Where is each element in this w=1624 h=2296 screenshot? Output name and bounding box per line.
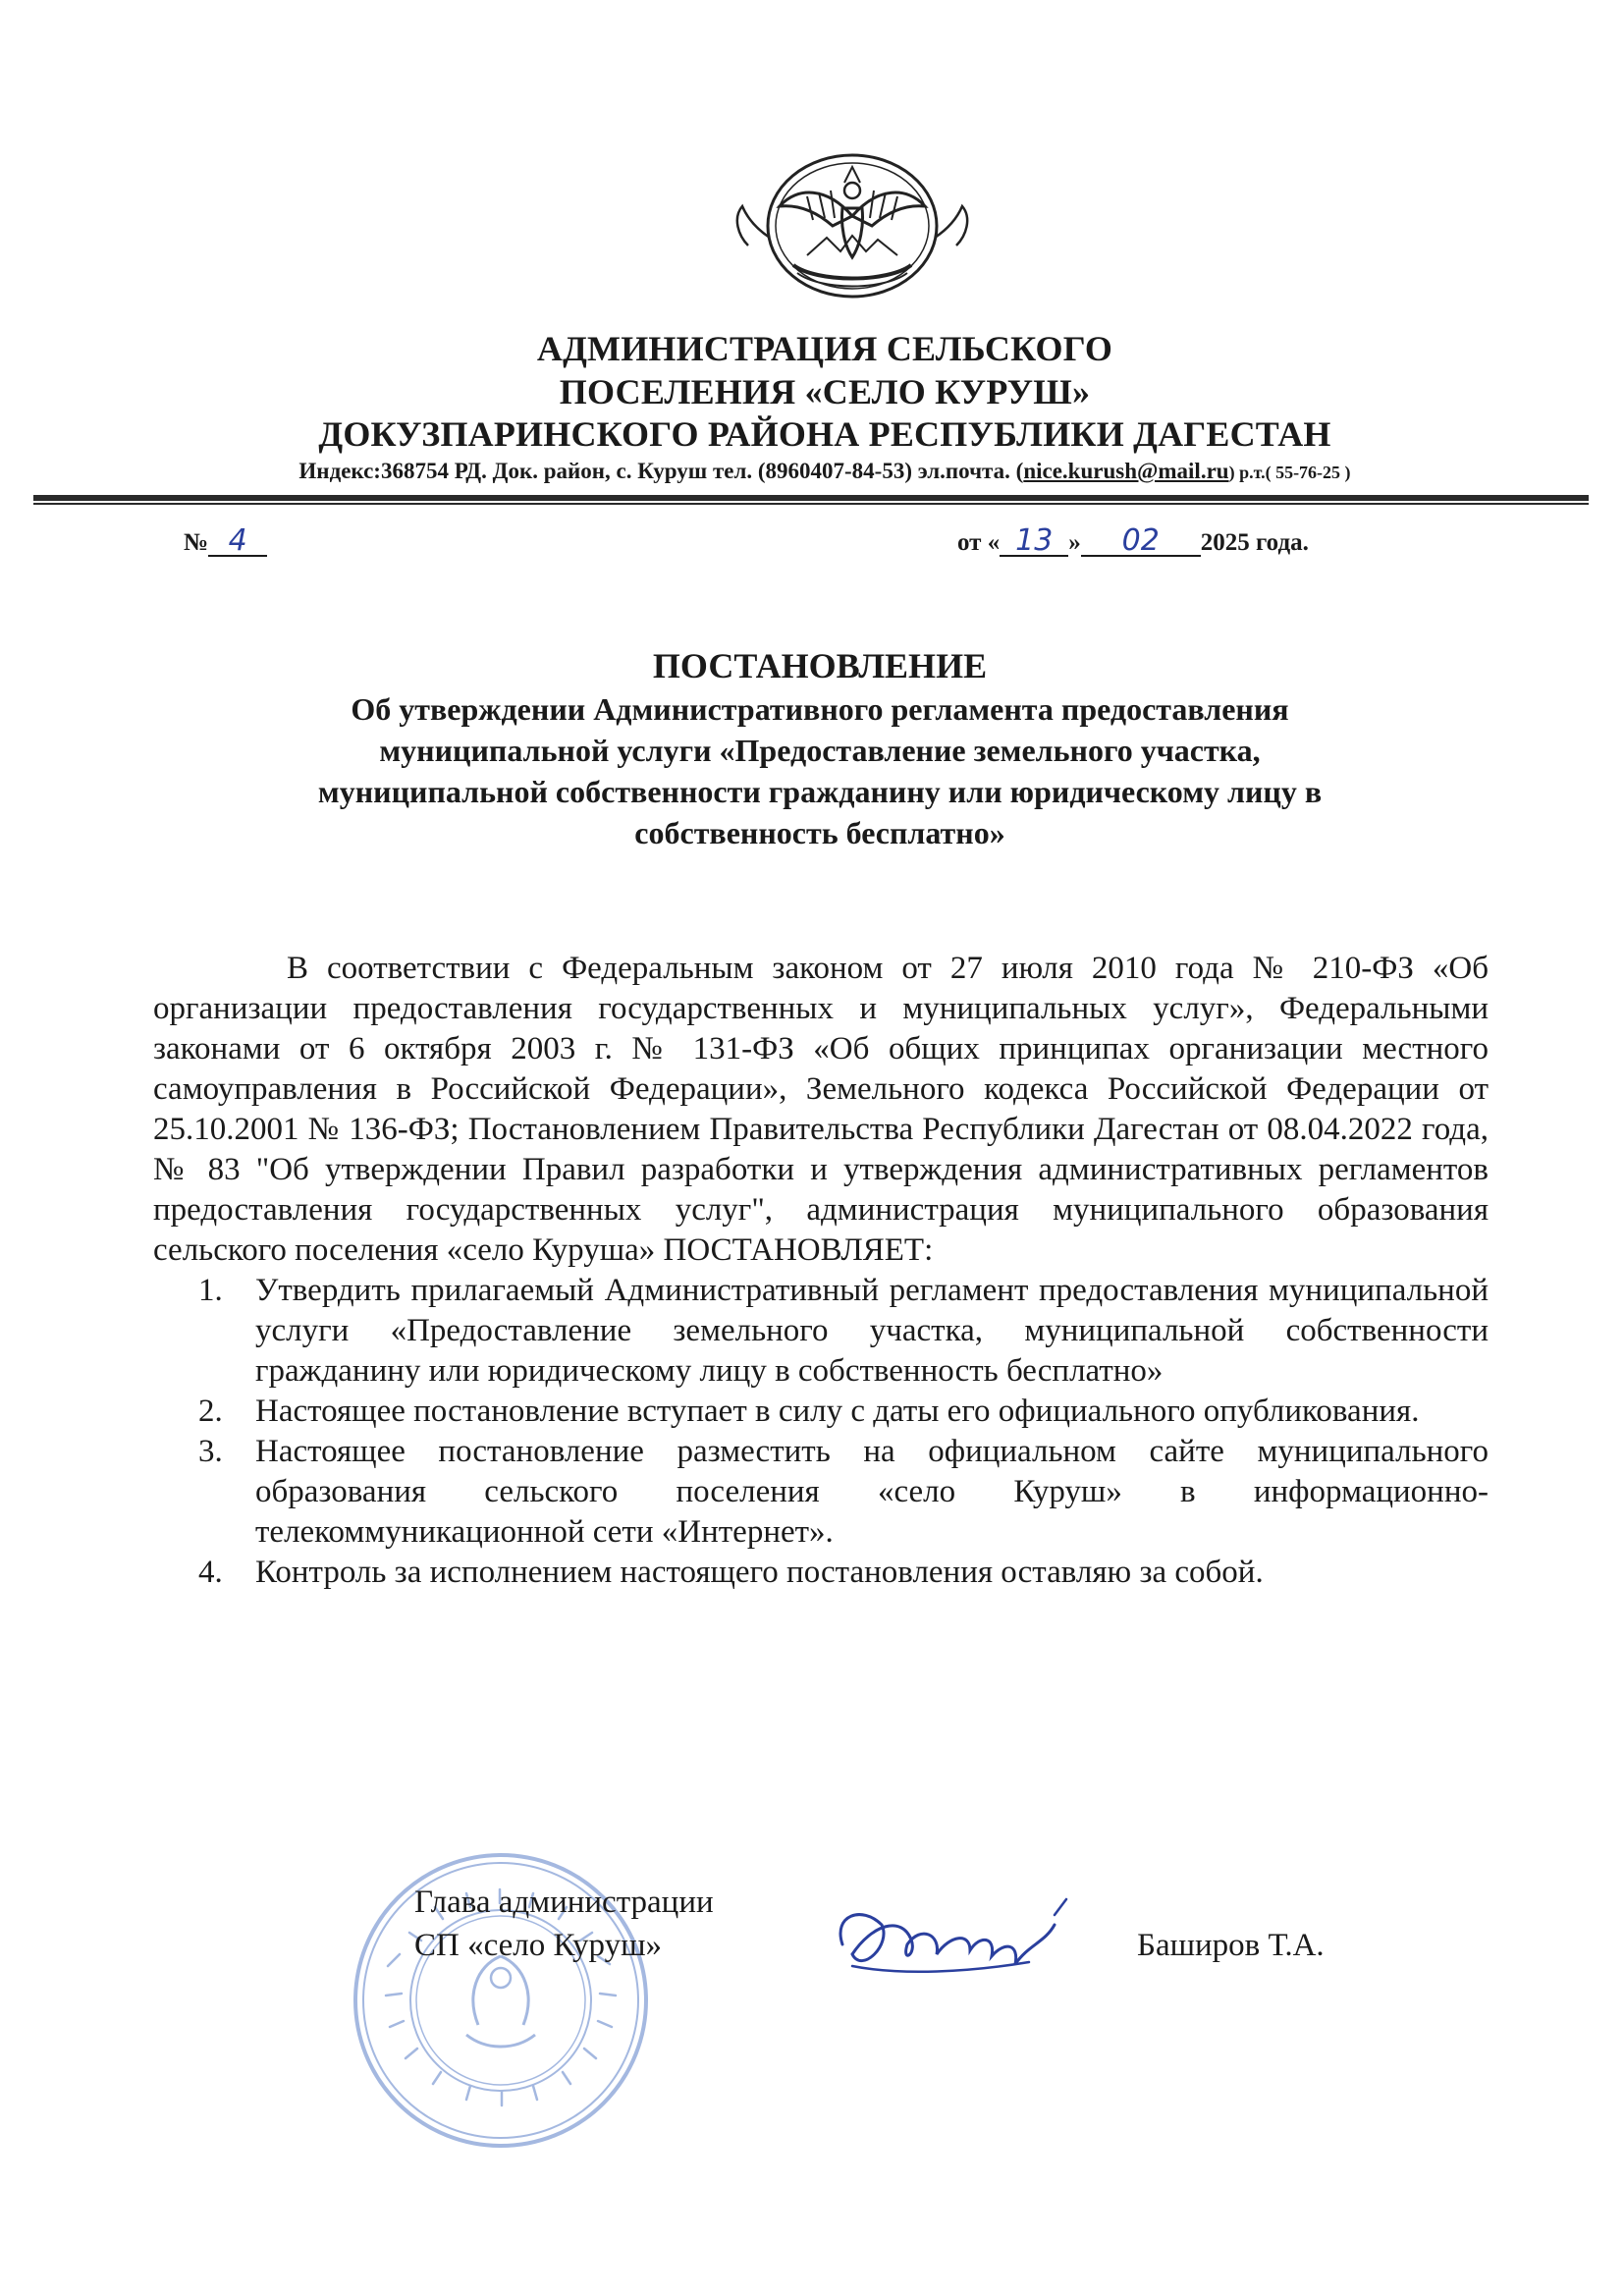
document-title: ПОСТАНОВЛЕНИЕ	[652, 646, 988, 685]
org-name-line3: ДОКУЗПАРИНСКОГО РАЙОНА РЕСПУБЛИКИ ДАГЕСТАН	[318, 414, 1331, 454]
list-item	[153, 1392, 1489, 1432]
org-name-line2: ПОСЕЛЕНИЯ «СЕЛО КУРУШ»	[559, 372, 1091, 411]
subtitle-line3: муниципальной собственности гражданину или юридическому лицу в	[317, 774, 1323, 809]
handwritten-signature	[823, 1886, 1078, 1994]
document-subtitle	[147, 688, 1492, 853]
date-year: 2025 года.	[1200, 529, 1309, 556]
email-link[interactable]: nice.kurush@mail.ru	[1023, 459, 1229, 483]
list-item	[153, 1432, 1489, 1553]
date-prefix: от «	[957, 529, 1001, 556]
position-line1: Глава администрации	[414, 1885, 714, 1920]
subtitle-line1: Об утверждении Административного регламента предоставления	[351, 691, 1289, 727]
resolution-items	[153, 1271, 1489, 1593]
signatory-name: Баширов Т.А.	[1137, 1928, 1325, 1963]
address-line	[128, 458, 1522, 486]
header-divider-thin	[33, 503, 1589, 505]
signatory-position	[414, 1881, 714, 1967]
item-text: Утвердить прилагаемый Административный регламент предоставления муниципальной услуги «Предоставление земельного участка, муниципальной собственности гражданину или юридическому лицу в собственность бесплатно»	[255, 1273, 1489, 1389]
handwritten-day: 13	[1000, 527, 1068, 557]
document-body	[153, 949, 1489, 1593]
subtitle-line4: собственность бесплатно»	[634, 815, 1005, 850]
address-suffix: ) р.т.( 55-76-25 )	[1228, 463, 1351, 482]
number-label: №	[184, 529, 209, 556]
handwritten-number: 4	[208, 527, 267, 557]
item-text: Настоящее постановление разместить на официальном сайте муниципального образования сельского поселения «село Куруш» в информационно-телекоммуникационной сети «Интернет».	[255, 1434, 1489, 1550]
item-text: Настоящее постановление вступает в силу с даты его официального опубликования.	[255, 1394, 1420, 1429]
item-text: Контроль за исполнением настоящего постановления оставляю за собой.	[255, 1555, 1264, 1590]
list-item	[153, 1553, 1489, 1593]
coat-of-arms-emblem	[709, 147, 996, 304]
date-mid: »	[1068, 529, 1081, 556]
address-prefix: Индекс:368754 РД. Док. район, с. Куруш тел. (8960407-84-53) эл.почта. (	[298, 459, 1024, 483]
org-name-line1: АДМИНИСТРАЦИЯ СЕЛЬСКОГО	[536, 329, 1113, 368]
item-marker: 1.	[198, 1273, 223, 1308]
document-date	[957, 523, 1309, 559]
item-marker: 3.	[198, 1434, 223, 1469]
list-item	[153, 1271, 1489, 1392]
document-number	[184, 523, 267, 559]
item-marker: 4.	[198, 1555, 223, 1590]
item-marker: 2.	[198, 1394, 223, 1429]
position-line2: СП «село Куруш»	[414, 1928, 663, 1963]
header-divider-thick	[33, 495, 1589, 501]
handwritten-month: 02	[1081, 527, 1201, 557]
subtitle-line2: муниципальной услуги «Предоставление земельного участка,	[379, 733, 1261, 768]
preamble-paragraph: В соответствии с Федеральным законом от 27 июля 2010 года № 210-ФЗ «Об организации предоставления государственных и муниципальных услуг», Федеральными законами от 6 октября 2003 г. № 131-ФЗ «Об общих принципах организации местного самоуправления в Российской Федерации», Земельного кодекса Российской Федерации от 25.10.2001 № 136-ФЗ; Постановлением Правительства Республики Дагестан от 08.04.2022 года, № 83 "Об утверждении Правил разработки и утверждения административных регламентов предоставления государственных услуг", администрация муниципального образования сельского поселения «село Куруша» ПОСТАНОВЛЯЕТ:	[153, 951, 1489, 1268]
